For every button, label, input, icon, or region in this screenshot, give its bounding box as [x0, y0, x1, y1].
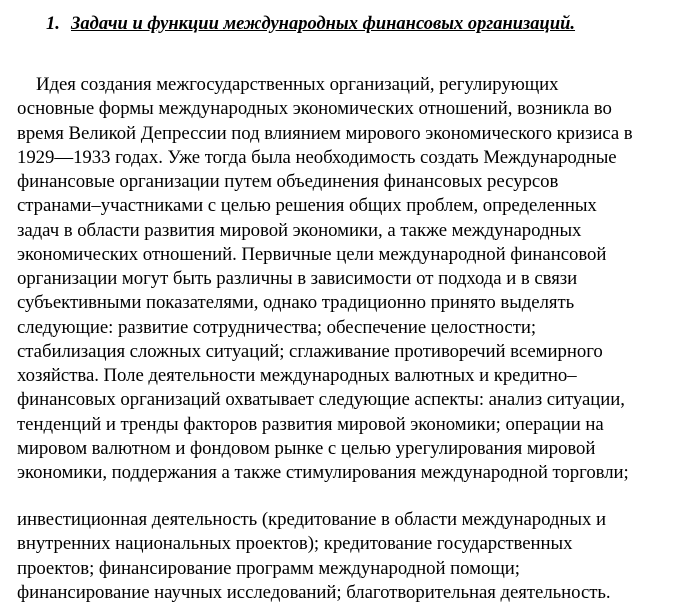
text-line: основные формы международных экономических отношений, возникла во [17, 98, 612, 120]
text-line: инвестиционная деятельность (кредитование в области международных и [17, 509, 606, 530]
text-line: экономических отношений. Первичные цели международной финансовой [17, 243, 607, 265]
text-line: 1929—1933 годах. Уже тогда была необходимость создать Международные [17, 146, 617, 168]
paragraph-1 [17, 73, 693, 485]
text-line: странами–участниками с целью решения общих проблем, определенных [17, 195, 597, 217]
text-line: следующие: развитие сотрудничества; обеспечение целостности; [17, 316, 537, 338]
text-line: финансовые организации путем объединения финансовых ресурсов [17, 171, 559, 192]
text-line: финансовых организаций охватывает следующие аспекты: анализ ситуации, [17, 389, 625, 411]
text-line: хозяйства. Поле деятельности международных валютных и кредитно– [17, 365, 577, 386]
paragraph-2 [17, 508, 693, 605]
text-line: экономики, поддержания а также стимулирования международной торговли; [17, 462, 629, 483]
text-line: организации могут быть различны в зависимости от подхода и в связи [17, 268, 578, 289]
text-line: внутренних национальных проектов); кредитование государственных [17, 533, 573, 555]
section-heading [46, 12, 686, 36]
text-line: Идея создания межгосударственных организаций, регулирующих [36, 74, 559, 95]
text-line: тенденций и тренды факторов развития мировой экономики; операции на [17, 413, 604, 435]
text-line: субъективными показателями, однако традиционно принято выделять [17, 292, 575, 314]
text-line: время Великой Депрессии под влиянием мирового экономического кризиса в [17, 122, 633, 144]
text-line: стабилизация сложных ситуаций; сглаживание противоречий всемирного [17, 340, 603, 362]
section-title: Задачи и функции международных финансовых организаций. [71, 14, 576, 34]
text-line: финансирование научных исследований; благотворительная деятельность. [17, 581, 611, 603]
text-line: проектов; финансирование программ международной помощи; [17, 557, 520, 579]
text-line: мировом валютном и фондовом рынке с целью урегулирования мировой [17, 437, 596, 459]
text-line: задач в области развития мировой экономики, а также международных [17, 219, 582, 241]
section-number: 1. [46, 14, 60, 34]
